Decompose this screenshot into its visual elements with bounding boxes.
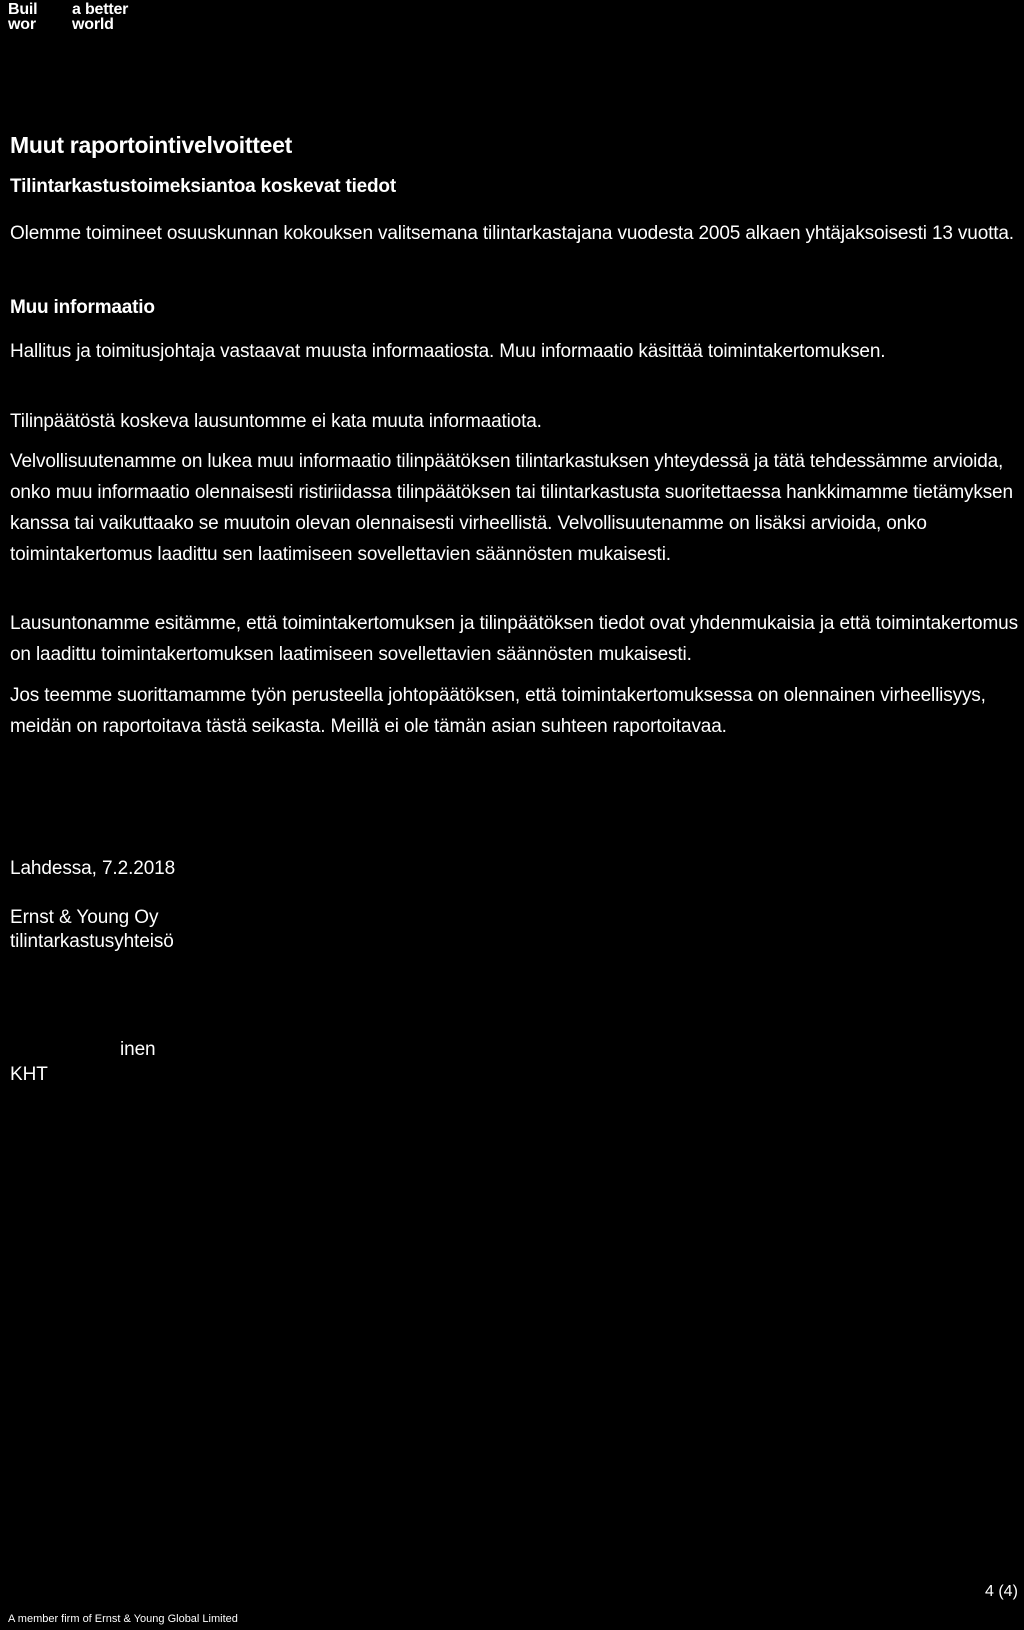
logo-line1-left: Buil (8, 1, 38, 18)
logo-line2-left: wor (8, 16, 36, 33)
paragraph-other-info-5: Jos teemme suorittamamme työn perusteella johtopäätöksen, että toimintakertomuksessa on olennainen virheellisyys, meidän on raportoitava tästä seikasta. Meillä ei ole tämän asian suhteen raportoitavaa. (10, 685, 986, 737)
page-title: Muut raportointivelvoitteet (10, 132, 292, 158)
section-title-other-info: Muu informaatio (10, 297, 155, 318)
paragraph-other-info-4: Lausuntonamme esitämme, että toimintakertomuksen ja tilinpäätöksen tiedot ovat yhdenmukaisia ja että toimintakertomus on laadittu toimintakertomuksen laatimiseen sovellettavien säännösten mukaisesti. (10, 613, 1018, 665)
firm-type: tilintarkastusyhteisö (10, 931, 174, 952)
signer-name-partial: inen (120, 1039, 156, 1060)
paragraph-engagement: Olemme toimineet osuuskunnan kokouksen valitsemana tilintarkastajana vuodesta 2005 alkaen yhtäjaksoisesti 13 vuotta. (10, 223, 1014, 244)
paragraph-other-info-3: Velvollisuutenamme on lukea muu informaatio tilinpäätöksen tilintarkastuksen yhteydessä ja tätä tehdessämme arvioida, onko muu informaatio olennaisesti ristiriidassa tilinpäätöksen tai tilintarkastusta suoritettaessa hankkimamme tietämyksen kanssa tai vaikuttaako se muutoin olevan olennaisesti virheellistä. Velvollisuutenamme on lisäksi arvioida, onko toimintakertomus laadittu sen laatimiseen sovellettavien säännösten mukaisesti. (10, 451, 1013, 565)
place-date: Lahdessa, 7.2.2018 (10, 858, 176, 879)
logo-line1-right: a better (72, 1, 129, 18)
paragraph-other-info-1: Hallitus ja toimitusjohtaja vastaavat muusta informaatiosta. Muu informaatio käsittää toimintakertomuksen. (10, 341, 886, 362)
logo-line2-right: world (72, 16, 114, 33)
section-title-engagement: Tilintarkastustoimeksiantoa koskevat tiedot (10, 176, 396, 197)
paragraph-other-info-2: Tilinpäätöstä koskeva lausuntomme ei kata muuta informaatiota. (10, 411, 542, 432)
page-number: 4 (4) (985, 1583, 1018, 1600)
firm-name: Ernst & Young Oy (10, 907, 159, 928)
signer-title: KHT (10, 1064, 48, 1085)
footer-text: A member firm of Ernst & Young Global Limited (8, 1613, 238, 1625)
